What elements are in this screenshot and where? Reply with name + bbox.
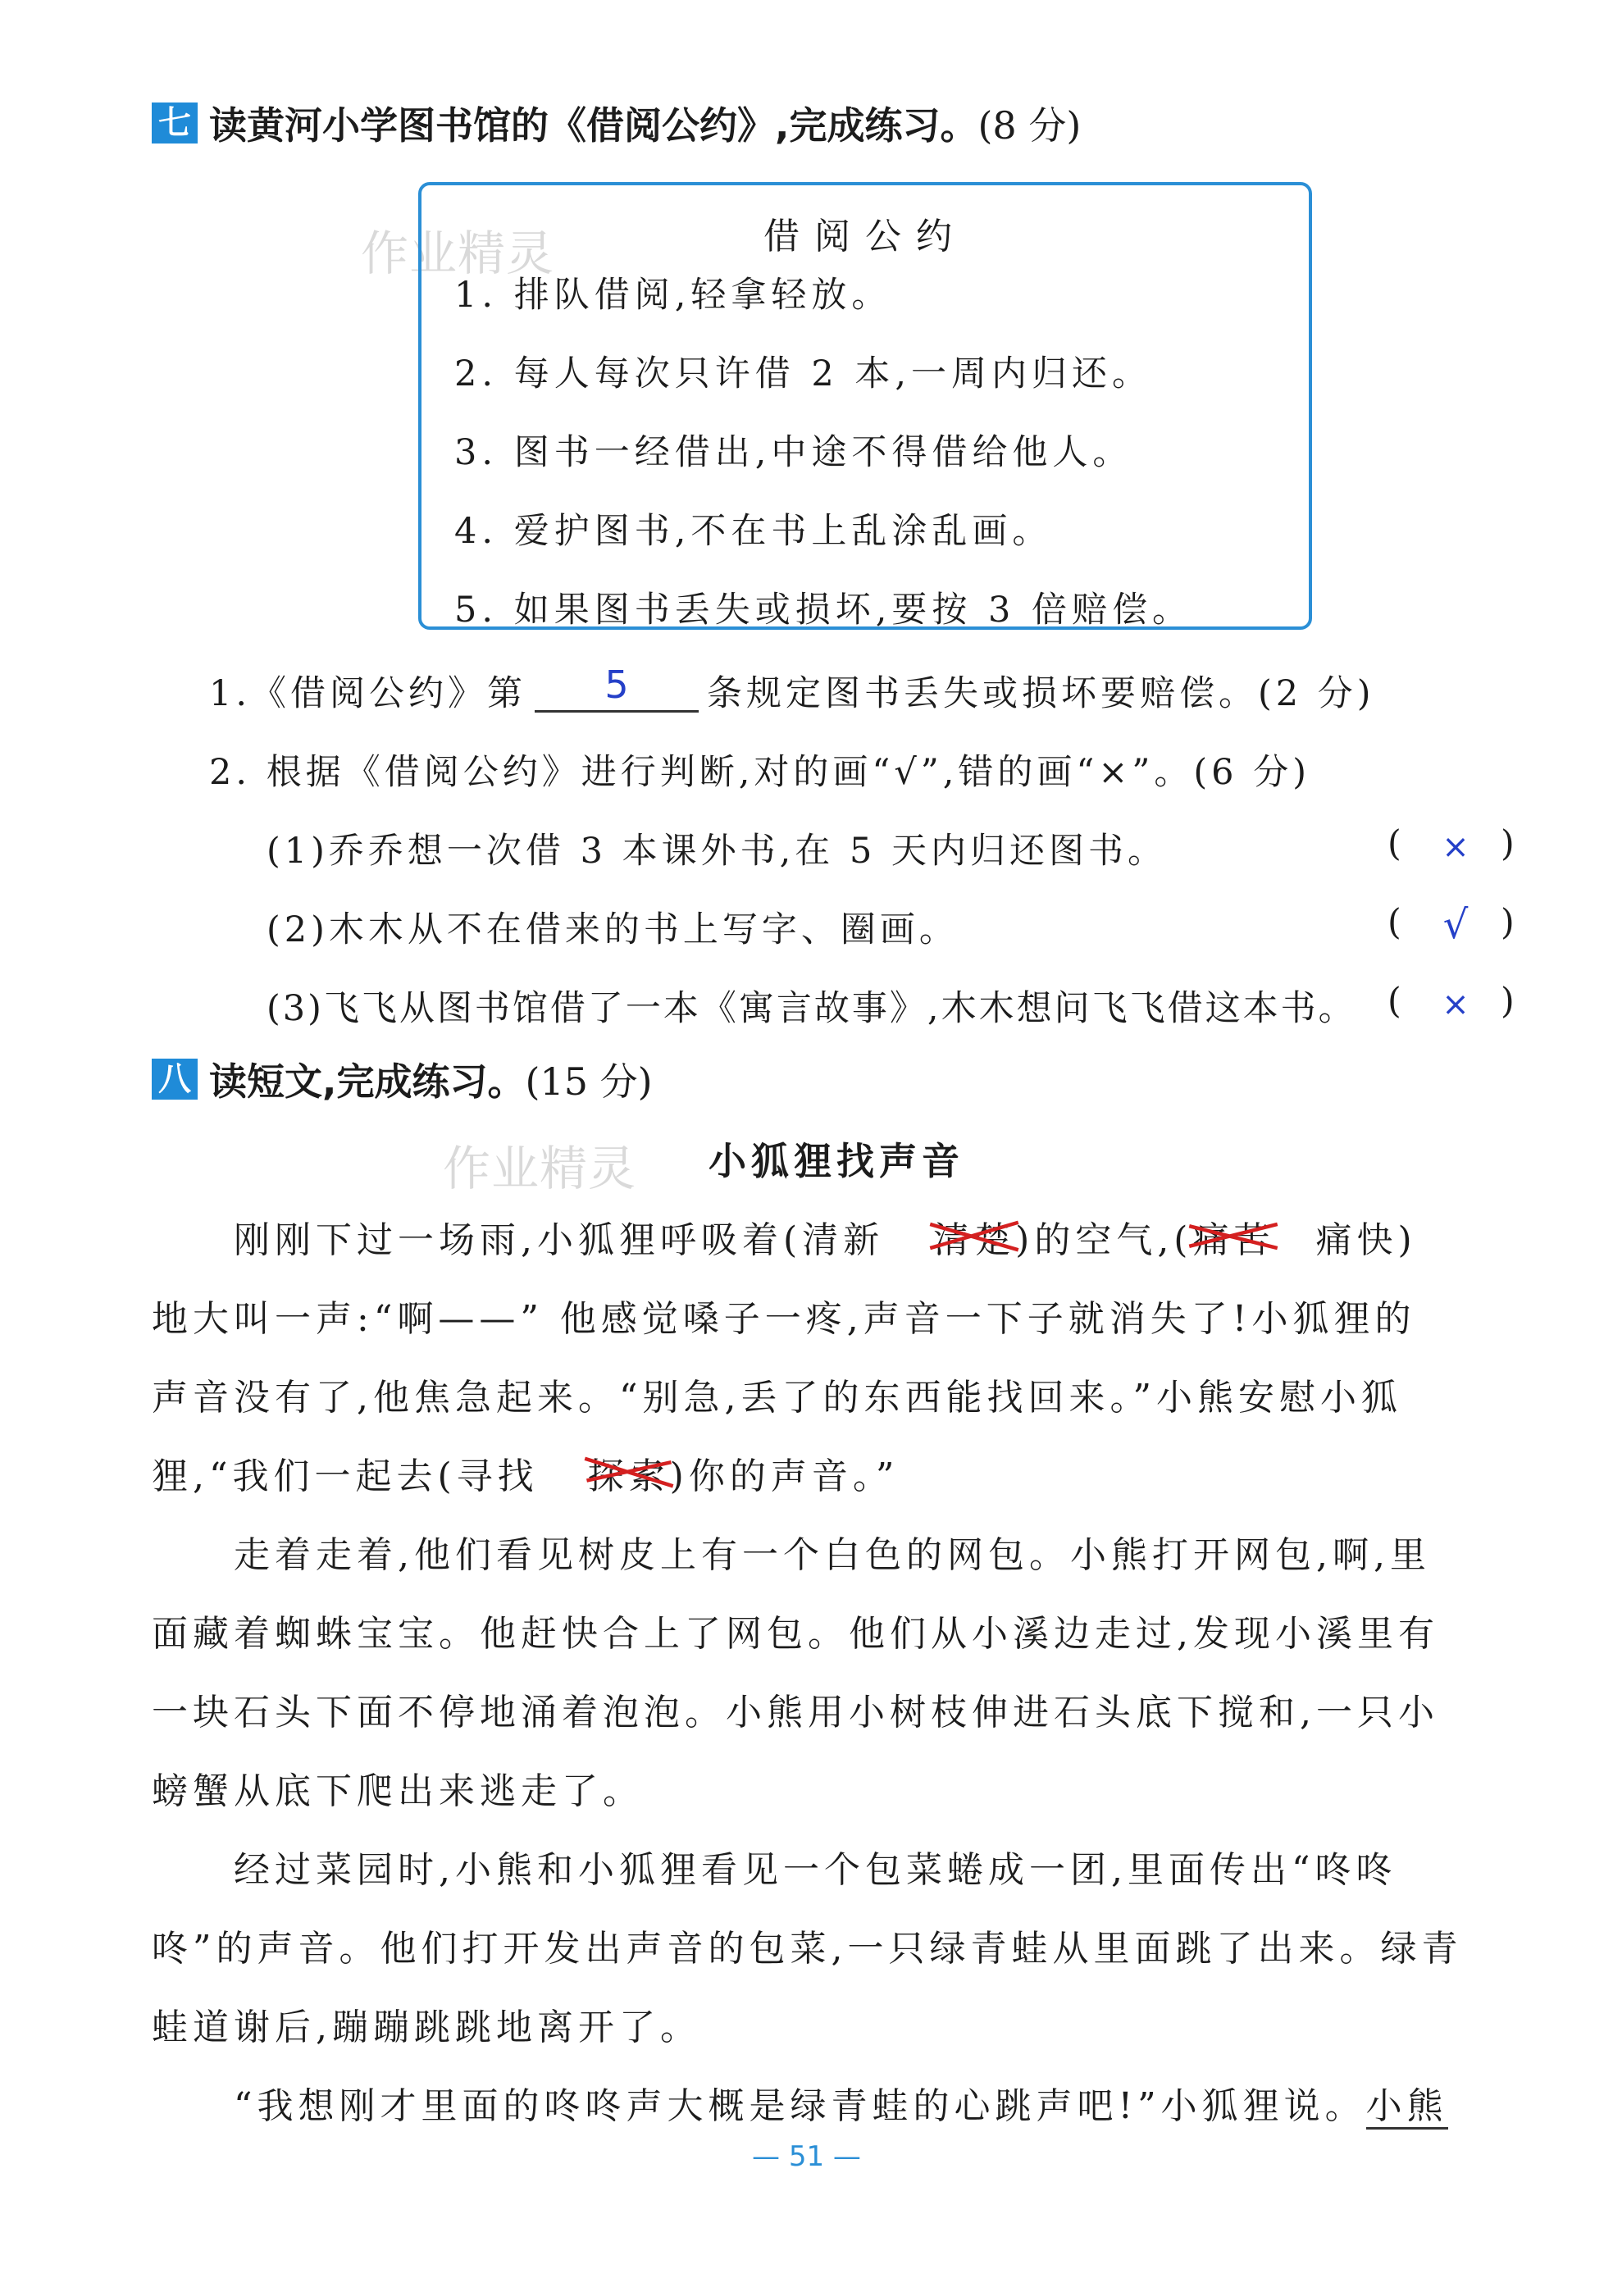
rule-5: 5. 如果图书丢失或损坏,要按 3 倍赔偿。 <box>454 590 1193 631</box>
judge-item-3-right-paren: ) <box>1501 981 1515 1022</box>
judge-item-3-left-paren: ( <box>1387 981 1401 1022</box>
section-8-title: 读短文,完成练习。 <box>209 1059 526 1104</box>
judge-item-3-answer: × <box>1442 986 1469 1023</box>
paragraph-2-line-1: 走着走着,他们看见树皮上有一个白色的网包。小熊打开网包,啊,里 <box>234 1534 1431 1576</box>
section-7-points: (8 分) <box>977 103 1082 148</box>
section-8-heading <box>152 1053 653 1105</box>
section-7-title: 读黄河小学图书馆的《借阅公约》,完成练习。 <box>209 103 978 148</box>
page-number: — 51 — <box>752 2140 861 2173</box>
judge-item-2: (2)木木从不在借来的书上写字、圈画。 <box>267 909 959 950</box>
paragraph-4-line-1 <box>234 2076 1538 2129</box>
watermark: 作业精灵 <box>361 226 555 281</box>
paragraph-2-line-3: 一块石头下面不停地涌着泡泡。小熊用小树枝伸进石头底下搅和,一只小 <box>152 1692 1439 1733</box>
story-title: 小狐狸找声音 <box>709 1139 964 1183</box>
section-8-number: 八 <box>152 1059 198 1100</box>
paragraph-1-line-1 <box>234 1210 1603 1263</box>
borrowing-rules-box <box>418 182 1312 630</box>
rule-1: 1. 排队借阅,轻拿轻放。 <box>454 275 892 316</box>
rule-3: 3. 图书一经借出,中途不得借给他人。 <box>454 432 1133 473</box>
judge-item-1-right-paren: ) <box>1501 823 1515 864</box>
text-segment: “我想刚才里面的咚咚声大概是绿青蛙的心跳声吧!”小狐狸说。 <box>234 2085 1366 2127</box>
paragraph-1-line-4 <box>152 1446 1521 1499</box>
text-segment: )你的声音。” <box>669 1456 900 1497</box>
paragraph-3-line-3: 蛙道谢后,蹦蹦跳跳地离开了。 <box>152 2007 701 2048</box>
paragraph-1-line-2: 地大叫一声:“啊——” 他感觉嗓子一疼,声音一下子就消失了!小狐狸的 <box>152 1298 1416 1340</box>
judge-item-1-answer: × <box>1442 828 1469 866</box>
crossed-out-word <box>1192 1210 1274 1263</box>
judge-item-2-left-paren: ( <box>1387 902 1401 943</box>
section-8-points: (15 分) <box>525 1059 653 1104</box>
judge-item-2-answer: √ <box>1442 902 1469 948</box>
question-1-prefix: 1.《借阅公约》第 <box>209 673 527 714</box>
text-segment: )的空气,( <box>1015 1219 1193 1261</box>
crossed-word-text: 探索 <box>587 1456 670 1497</box>
watermark: 作业精灵 <box>443 1141 637 1196</box>
crossed-out-word <box>933 1210 1015 1263</box>
rule-4: 4. 爱护图书,不在书上乱涂乱画。 <box>454 511 1053 552</box>
judge-item-1-left-paren: ( <box>1387 823 1401 864</box>
text-segment: 痛快) <box>1315 1219 1417 1261</box>
paragraph-2-line-2: 面藏着蜘蛛宝宝。他赶快合上了网包。他们从小溪边走过,发现小溪里有 <box>152 1613 1439 1655</box>
paragraph-3-line-2: 咚”的声音。他们打开发出声音的包菜,一只绿青蛙从里面跳了出来。绿青 <box>152 1928 1463 1970</box>
section-7-number: 七 <box>152 102 198 144</box>
crossed-word-text: 痛苦 <box>1192 1219 1275 1261</box>
question-1-blank <box>535 710 699 713</box>
text-segment: 狸,“我们一起去(寻找 <box>152 1456 539 1497</box>
judge-item-2-right-paren: ) <box>1501 902 1515 943</box>
question-1-suffix: 条规定图书丢失或损坏要赔偿。(2 分) <box>707 673 1375 714</box>
judge-item-1: (1)乔乔想一次借 3 本课外书,在 5 天内归还图书。 <box>267 831 1167 872</box>
underlined-text: 小熊 <box>1366 2085 1448 2130</box>
rule-2: 2. 每人每次只许借 2 本,一周内归还。 <box>454 353 1153 394</box>
section-7-heading <box>152 97 1081 149</box>
text-segment: 刚刚下过一场雨,小狐狸呼吸着(清新 <box>234 1219 885 1261</box>
borrowing-rules-title: 借阅公约 <box>763 216 967 257</box>
judge-item-3: (3)飞飞从图书馆借了一本《寓言故事》,木木想问飞飞借这本书。 <box>267 988 1356 1029</box>
paragraph-3-line-1: 经过菜园时,小熊和小狐狸看见一个包菜蜷成一团,里面传出“咚咚 <box>234 1849 1397 1891</box>
question-2-stem: 2. 根据《借阅公约》进行判断,对的画“√”,错的画“×”。(6 分) <box>209 752 1310 793</box>
crossed-word-text: 清楚 <box>933 1219 1016 1261</box>
crossed-out-word <box>588 1446 670 1499</box>
question-1-answer: 5 <box>604 663 629 707</box>
paragraph-1-line-3: 声音没有了,他焦急起来。“别急,丢了的东西能找回来。”小熊安慰小狐 <box>152 1377 1402 1419</box>
paragraph-2-line-4: 螃蟹从底下爬出来逃走了。 <box>152 1770 644 1812</box>
